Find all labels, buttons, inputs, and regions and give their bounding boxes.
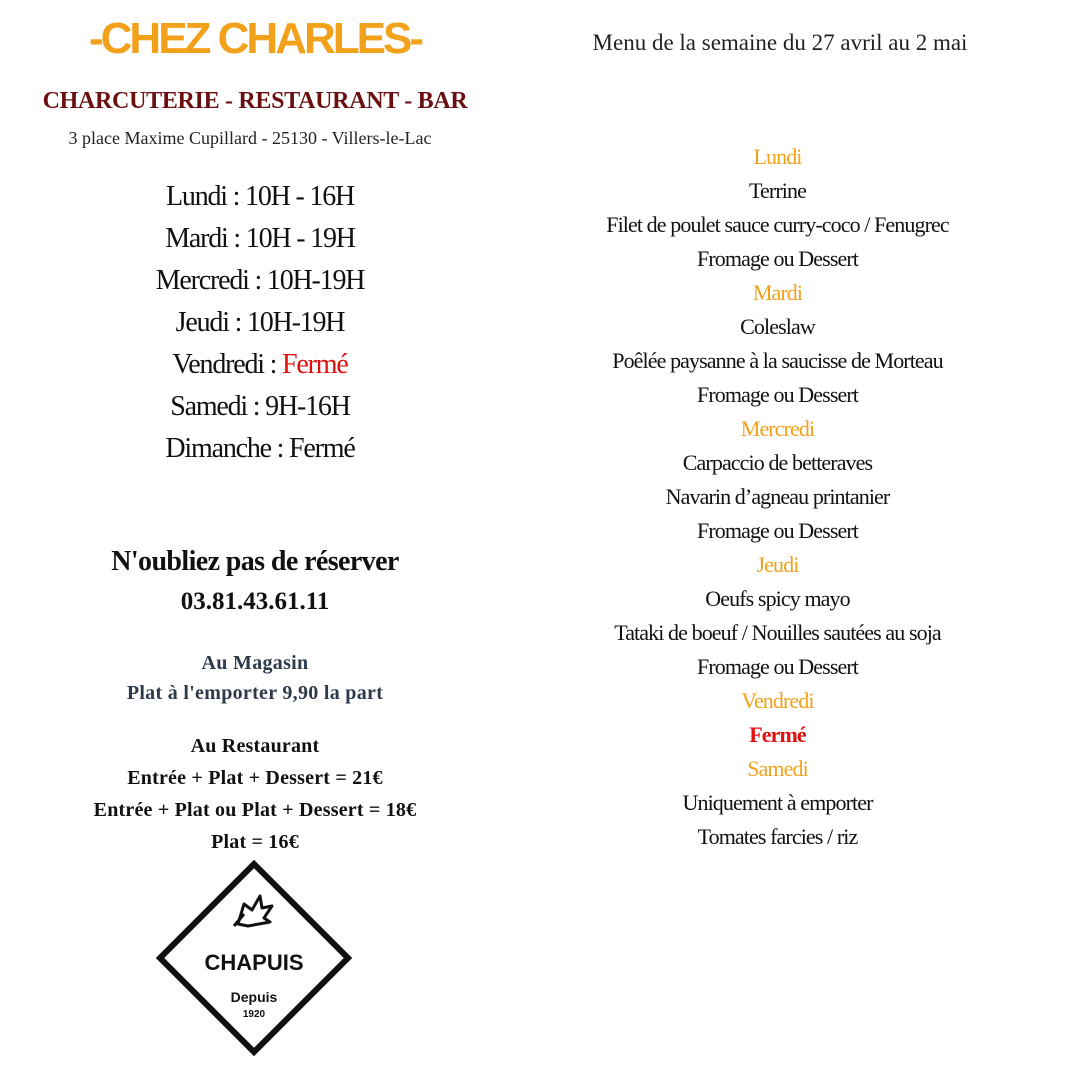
restaurant-brand-title: -CHEZ CHARLES- xyxy=(89,14,421,63)
weekly-menu xyxy=(520,140,1035,854)
weekly-menu-title: Menu de la semaine du 27 avril au 2 mai xyxy=(592,30,968,55)
hours-day-label: Vendredi : xyxy=(172,349,283,380)
hours-line: Dimanche : Fermé xyxy=(165,433,355,464)
reservation-title: N'oubliez pas de réserver xyxy=(111,546,399,577)
hours-line: Lundi : 10H - 16H xyxy=(165,181,355,212)
hours-line-friday xyxy=(70,344,450,386)
menu-dish: Tataki de boeuf / Nouilles sautées au soja xyxy=(614,620,941,645)
menu-dish: Coleslaw xyxy=(740,314,815,339)
hours-line: Mardi : 10H - 19H xyxy=(165,223,355,254)
hours-line: Jeudi : 10H-19H xyxy=(175,307,345,338)
reservation-block xyxy=(20,542,490,622)
shop-block xyxy=(20,648,490,708)
menu-dish: Fromage ou Dessert xyxy=(697,654,858,679)
menu-dish: Fromage ou Dessert xyxy=(697,518,858,543)
price-line: Plat = 16€ xyxy=(211,831,299,853)
menu-dish: Fromage ou Dessert xyxy=(697,382,858,407)
menu-closed-note: Fermé xyxy=(749,722,806,747)
menu-day-heading: Vendredi xyxy=(741,688,814,713)
restaurant-subtitle: CHARCUTERIE - RESTAURANT - BAR xyxy=(42,88,468,114)
menu-dish: Tomates farcies / riz xyxy=(697,824,858,849)
menu-dish: Navarin d’agneau printanier xyxy=(665,484,890,509)
menu-dish: Carpaccio de betteraves xyxy=(682,450,873,475)
leaf-icon xyxy=(234,896,272,926)
logo-since: Depuis xyxy=(230,989,278,1005)
menu-day-heading: Mercredi xyxy=(740,416,815,441)
price-line: Entrée + Plat + Dessert = 21€ xyxy=(127,767,383,789)
menu-dish: Uniquement à emporter xyxy=(682,790,873,815)
menu-day-heading: Samedi xyxy=(747,756,808,781)
menu-day-heading: Jeudi xyxy=(756,552,799,577)
restaurant-prices-block xyxy=(20,730,490,858)
menu-dish: Oeufs spicy mayo xyxy=(705,586,850,611)
shop-title: Au Magasin xyxy=(201,652,309,674)
logo-name: CHAPUIS xyxy=(204,950,304,975)
hours-line: Mercredi : 10H-19H xyxy=(155,265,365,296)
logo-year: 1920 xyxy=(242,1009,266,1020)
price-line: Entrée + Plat ou Plat + Dessert = 18€ xyxy=(93,799,417,821)
hours-closed-value: Fermé xyxy=(282,349,348,380)
menu-dish: Fromage ou Dessert xyxy=(697,246,858,271)
menu-dish: Filet de poulet sauce curry-coco / Fenugrec xyxy=(606,212,949,237)
restaurant-address: 3 place Maxime Cupillard - 25130 - Villers-le-Lac xyxy=(68,128,432,148)
hours-line: Samedi : 9H-16H xyxy=(170,391,350,422)
chapuis-logo xyxy=(156,860,352,1056)
restaurant-title: Au Restaurant xyxy=(190,735,320,757)
menu-day-heading: Lundi xyxy=(753,144,802,169)
reservation-phone: 03.81.43.61.11 xyxy=(180,588,330,615)
menu-day-heading: Mardi xyxy=(752,280,803,305)
menu-dish: Poêlée paysanne à la saucisse de Morteau xyxy=(612,348,943,373)
menu-dish: Terrine xyxy=(749,178,806,203)
opening-hours xyxy=(70,176,450,470)
shop-takeaway-price: Plat à l'emporter 9,90 la part xyxy=(126,682,384,704)
